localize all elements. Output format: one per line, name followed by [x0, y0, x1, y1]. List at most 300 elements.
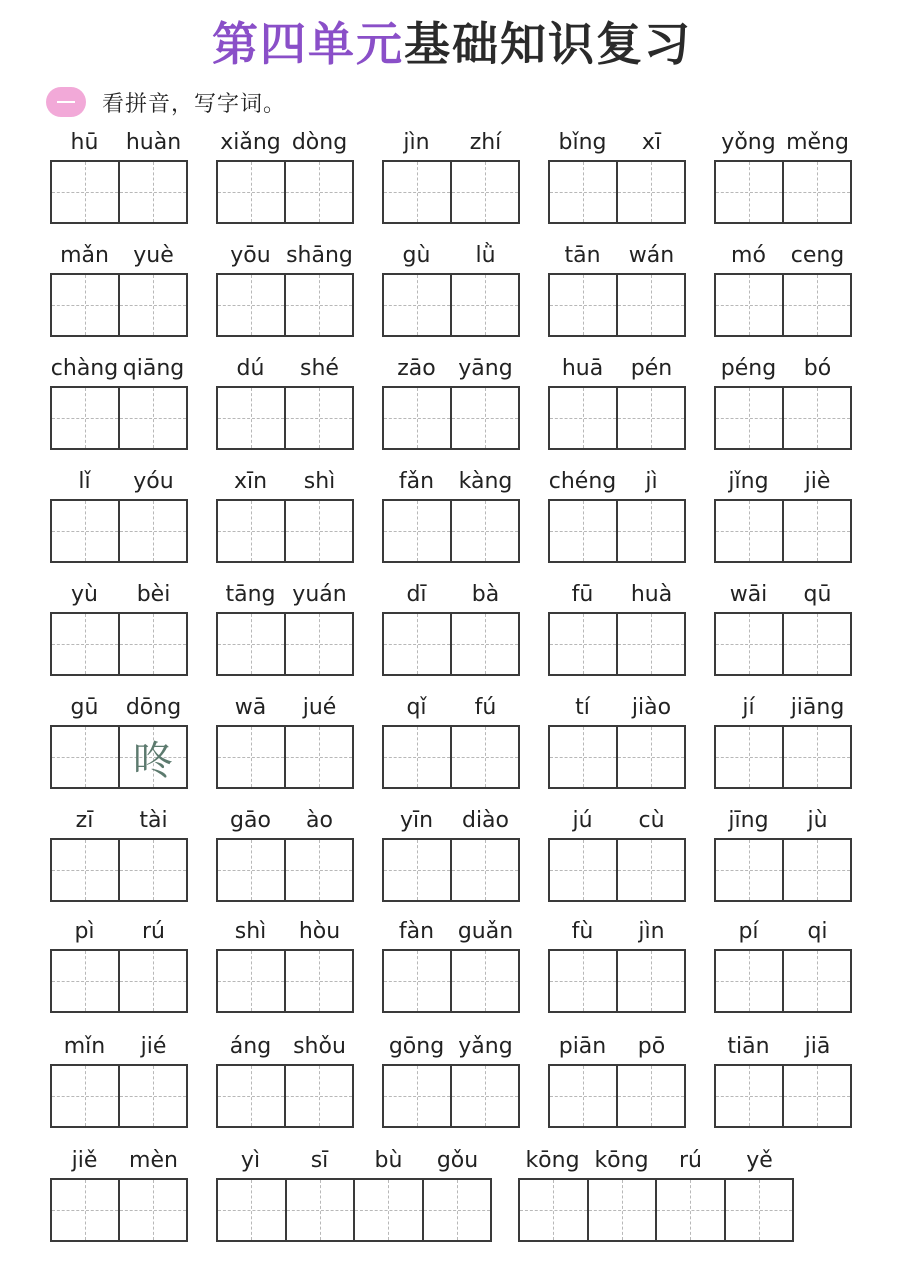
pinyin-line — [548, 241, 686, 271]
pinyin-syllable: tí — [575, 695, 590, 720]
tian-zi-ge-cell[interactable] — [286, 1066, 352, 1126]
tian-zi-ge-cell[interactable] — [618, 388, 684, 448]
word-item — [382, 580, 520, 676]
pinyin-syllable: kàng — [458, 469, 513, 494]
tian-zi-ge-cell[interactable] — [286, 840, 352, 900]
tian-zi-ge-cell[interactable] — [784, 727, 850, 787]
writing-boxes — [714, 949, 852, 1013]
tian-zi-ge-cell[interactable] — [716, 614, 784, 674]
word-item — [216, 917, 354, 1013]
writing-boxes — [714, 160, 852, 224]
pinyin-line — [50, 467, 188, 497]
idiom-item — [216, 1146, 492, 1242]
tian-zi-ge-cell[interactable] — [286, 162, 352, 222]
tian-zi-ge-cell[interactable] — [784, 275, 850, 335]
pinyin-syllable: lǜ — [475, 243, 496, 268]
word-item — [50, 580, 188, 676]
pinyin-line — [50, 354, 188, 384]
writing-boxes — [216, 386, 354, 450]
pinyin-syllable: dōng — [125, 695, 182, 720]
title-unit: 第四单元 — [212, 17, 404, 71]
pinyin-syllable: piān — [558, 1034, 607, 1059]
writing-boxes — [50, 499, 188, 563]
pinyin-syllable: yāng — [458, 356, 513, 381]
pinyin-line — [714, 354, 852, 384]
page-title — [0, 14, 904, 74]
writing-boxes — [216, 273, 354, 337]
tian-zi-ge-cell[interactable] — [286, 501, 352, 561]
tian-zi-ge-cell[interactable] — [218, 1180, 287, 1240]
tian-zi-ge-cell[interactable] — [384, 951, 452, 1011]
pinyin-syllable: zī — [75, 808, 94, 833]
pinyin-syllable: yì — [240, 1148, 261, 1173]
tian-zi-ge-cell[interactable] — [218, 951, 286, 1011]
tian-zi-ge-cell[interactable] — [120, 614, 186, 674]
pinyin-line — [216, 128, 354, 158]
word-item — [714, 128, 852, 224]
tian-zi-ge-cell[interactable] — [520, 1180, 589, 1240]
tian-zi-ge-cell[interactable] — [550, 840, 618, 900]
pinyin-syllable: jiāng — [790, 695, 845, 720]
writing-boxes — [50, 1178, 188, 1242]
writing-boxes — [216, 1178, 492, 1242]
writing-boxes — [548, 160, 686, 224]
tian-zi-ge-cell[interactable] — [120, 388, 186, 448]
pinyin-syllable: ceng — [790, 243, 845, 268]
writing-boxes — [714, 273, 852, 337]
tian-zi-ge-cell[interactable] — [286, 951, 352, 1011]
pinyin-syllable: rú — [679, 1148, 702, 1173]
tian-zi-ge-cell[interactable] — [784, 951, 850, 1011]
tian-zi-ge-cell[interactable] — [424, 1180, 491, 1240]
word-item — [548, 580, 686, 676]
pinyin-syllable: tān — [564, 243, 601, 268]
pinyin-syllable: qiāng — [122, 356, 185, 381]
pinyin-line — [382, 354, 520, 384]
tian-zi-ge-cell[interactable] — [716, 1066, 784, 1126]
writing-boxes — [50, 949, 188, 1013]
pinyin-syllable: jì — [645, 469, 658, 494]
pinyin-line — [548, 917, 686, 947]
pinyin-syllable: sī — [310, 1148, 329, 1173]
pinyin-syllable: fǎn — [398, 469, 435, 494]
pinyin-syllable: jiè — [804, 469, 831, 494]
tian-zi-ge-cell[interactable] — [550, 1066, 618, 1126]
word-item — [50, 241, 188, 337]
writing-boxes — [50, 838, 188, 902]
word-item — [548, 241, 686, 337]
pinyin-line — [382, 693, 520, 723]
tian-zi-ge-cell[interactable] — [52, 1066, 120, 1126]
word-item — [382, 241, 520, 337]
word-item — [216, 467, 354, 563]
pinyin-syllable: jìn — [403, 130, 430, 155]
pinyin-syllable: dī — [406, 582, 427, 607]
tian-zi-ge-cell[interactable] — [384, 162, 452, 222]
tian-zi-ge-cell[interactable] — [716, 275, 784, 335]
tian-zi-ge-cell[interactable] — [784, 840, 850, 900]
word-item — [216, 354, 354, 450]
word-item — [382, 917, 520, 1013]
pinyin-syllable: gāo — [230, 808, 271, 833]
pinyin-syllable: xī — [641, 130, 662, 155]
tian-zi-ge-cell[interactable] — [452, 614, 518, 674]
pinyin-syllable: yǒng — [721, 130, 776, 155]
word-item — [714, 1032, 852, 1128]
pinyin-syllable: wán — [628, 243, 675, 268]
writing-boxes — [518, 1178, 794, 1242]
writing-boxes — [216, 499, 354, 563]
tian-zi-ge-cell[interactable] — [218, 275, 286, 335]
tian-zi-ge-cell[interactable] — [384, 840, 452, 900]
handwritten-character: 咚 — [133, 737, 173, 784]
word-item — [216, 806, 354, 902]
tian-zi-ge-cell[interactable] — [550, 388, 618, 448]
pinyin-syllable: jú — [572, 808, 593, 833]
tian-zi-ge-cell[interactable] — [618, 501, 684, 561]
pinyin-syllable: jié — [140, 1034, 167, 1059]
tian-zi-ge-cell[interactable] — [120, 162, 186, 222]
tian-zi-ge-cell[interactable] — [120, 951, 186, 1011]
writing-boxes — [382, 273, 520, 337]
pinyin-syllable: gōng — [388, 1034, 445, 1059]
pinyin-syllable: jù — [807, 808, 828, 833]
tian-zi-ge-cell[interactable] — [355, 1180, 424, 1240]
pinyin-line — [714, 1032, 852, 1062]
tian-zi-ge-cell[interactable] — [618, 1066, 684, 1126]
tian-zi-ge-cell[interactable] — [716, 840, 784, 900]
pinyin-syllable: qi — [807, 919, 828, 944]
tian-zi-ge-cell[interactable] — [716, 951, 784, 1011]
tian-zi-ge-cell[interactable] — [452, 840, 518, 900]
pinyin-syllable: yě — [746, 1148, 773, 1173]
writing-boxes — [382, 838, 520, 902]
writing-boxes — [548, 499, 686, 563]
pinyin-line — [50, 693, 188, 723]
writing-boxes — [548, 949, 686, 1013]
pinyin-line — [50, 580, 188, 610]
pinyin-line — [382, 806, 520, 836]
pinyin-line — [714, 693, 852, 723]
tian-zi-ge-cell[interactable] — [384, 1066, 452, 1126]
pinyin-syllable: yǎng — [458, 1034, 513, 1059]
writing-boxes — [50, 1064, 188, 1128]
pinyin-syllable: dòng — [291, 130, 348, 155]
pinyin-syllable: huàn — [125, 130, 182, 155]
tian-zi-ge-cell[interactable] — [218, 162, 286, 222]
word-item — [50, 1146, 188, 1242]
pinyin-syllable: yōu — [230, 243, 271, 268]
pinyin-line — [548, 806, 686, 836]
tian-zi-ge-cell[interactable] — [618, 275, 684, 335]
pinyin-syllable: qū — [803, 582, 832, 607]
pinyin-syllable: fù — [571, 919, 594, 944]
tian-zi-ge-cell[interactable] — [286, 727, 352, 787]
tian-zi-ge-cell[interactable] — [384, 501, 452, 561]
writing-boxes — [50, 725, 188, 789]
pinyin-line — [548, 467, 686, 497]
tian-zi-ge-cell[interactable] — [716, 501, 784, 561]
pinyin-syllable: xīn — [233, 469, 268, 494]
tian-zi-ge-cell[interactable] — [618, 951, 684, 1011]
word-item — [714, 241, 852, 337]
tian-zi-ge-cell[interactable] — [52, 1180, 120, 1240]
tian-zi-ge-cell[interactable] — [384, 388, 452, 448]
word-item — [216, 1032, 354, 1128]
tian-zi-ge-cell[interactable] — [784, 501, 850, 561]
pinyin-syllable: gǒu — [436, 1148, 479, 1173]
pinyin-line — [216, 1032, 354, 1062]
pinyin-syllable: áng — [229, 1034, 272, 1059]
pinyin-syllable: diào — [461, 808, 510, 833]
pinyin-line — [50, 917, 188, 947]
tian-zi-ge-cell[interactable] — [452, 501, 518, 561]
pinyin-syllable: shé — [300, 356, 339, 381]
pinyin-syllable: shì — [303, 469, 336, 494]
pinyin-line — [216, 693, 354, 723]
pinyin-line — [714, 128, 852, 158]
pinyin-line — [50, 1032, 188, 1062]
word-item — [714, 917, 852, 1013]
tian-zi-ge-cell[interactable] — [784, 162, 850, 222]
pinyin-syllable: fàn — [398, 919, 435, 944]
word-item — [714, 580, 852, 676]
word-item — [50, 806, 188, 902]
pinyin-syllable: fú — [474, 695, 497, 720]
tian-zi-ge-cell[interactable] — [52, 840, 120, 900]
pinyin-syllable: yīn — [399, 808, 434, 833]
word-item — [714, 354, 852, 450]
pinyin-syllable: huà — [630, 582, 673, 607]
tian-zi-ge-cell[interactable] — [452, 388, 518, 448]
tian-zi-ge-cell[interactable] — [218, 1066, 286, 1126]
tian-zi-ge-cell[interactable] — [52, 275, 120, 335]
idiom-item — [518, 1146, 794, 1242]
tian-zi-ge-cell[interactable] — [120, 501, 186, 561]
word-item — [548, 467, 686, 563]
pinyin-line — [50, 128, 188, 158]
pinyin-line — [50, 241, 188, 271]
pinyin-line — [50, 1146, 188, 1176]
pinyin-syllable: jīng — [728, 808, 769, 833]
tian-zi-ge-cell[interactable] — [618, 614, 684, 674]
tian-zi-ge-cell[interactable] — [550, 275, 618, 335]
pinyin-syllable: pì — [74, 919, 95, 944]
pinyin-syllable: lǐ — [78, 469, 91, 494]
pinyin-syllable: chàng — [50, 356, 119, 381]
pinyin-syllable: jiā — [804, 1034, 831, 1059]
pinyin-syllable: bó — [803, 356, 832, 381]
tian-zi-ge-cell[interactable] — [550, 951, 618, 1011]
writing-boxes — [714, 612, 852, 676]
tian-zi-ge-cell[interactable] — [384, 727, 452, 787]
word-item — [50, 354, 188, 450]
tian-zi-ge-cell[interactable] — [287, 1180, 356, 1240]
pinyin-syllable: pí — [738, 919, 759, 944]
tian-zi-ge-cell[interactable] — [452, 727, 518, 787]
pinyin-line — [216, 917, 354, 947]
pinyin-syllable: yóu — [133, 469, 174, 494]
writing-boxes — [382, 160, 520, 224]
tian-zi-ge-cell[interactable] — [618, 727, 684, 787]
pinyin-line — [382, 467, 520, 497]
writing-boxes — [382, 612, 520, 676]
writing-boxes — [216, 612, 354, 676]
tian-zi-ge-cell[interactable] — [286, 275, 352, 335]
pinyin-syllable: kōng — [525, 1148, 580, 1173]
word-item — [216, 241, 354, 337]
tian-zi-ge-cell[interactable] — [618, 840, 684, 900]
pinyin-line — [382, 580, 520, 610]
tian-zi-ge-cell[interactable] — [52, 162, 120, 222]
tian-zi-ge-cell[interactable] — [384, 275, 452, 335]
word-item — [216, 580, 354, 676]
pinyin-syllable: zāo — [397, 356, 436, 381]
tian-zi-ge-cell[interactable] — [618, 162, 684, 222]
word-item — [382, 1032, 520, 1128]
tian-zi-ge-cell[interactable] — [784, 1066, 850, 1126]
pinyin-syllable: shāng — [286, 243, 353, 268]
section-header — [46, 84, 286, 120]
writing-boxes — [548, 1064, 686, 1128]
pinyin-syllable: jí — [742, 695, 755, 720]
pinyin-line — [216, 467, 354, 497]
tian-zi-ge-cell[interactable] — [384, 614, 452, 674]
pinyin-syllable: jiě — [71, 1148, 98, 1173]
tian-zi-ge-cell[interactable] — [52, 614, 120, 674]
writing-boxes — [548, 725, 686, 789]
pinyin-syllable: tāng — [225, 582, 276, 607]
tian-zi-ge-cell[interactable] — [452, 951, 518, 1011]
pinyin-syllable: fū — [571, 582, 594, 607]
writing-boxes — [548, 838, 686, 902]
tian-zi-ge-cell[interactable] — [452, 275, 518, 335]
pinyin-syllable: yuè — [133, 243, 174, 268]
tian-zi-ge-cell[interactable] — [657, 1180, 726, 1240]
pinyin-line — [714, 467, 852, 497]
tian-zi-ge-cell[interactable] — [218, 614, 286, 674]
pinyin-syllable: tiān — [727, 1034, 770, 1059]
pinyin-syllable: mó — [731, 243, 766, 268]
tian-zi-ge-cell[interactable] — [52, 501, 120, 561]
pinyin-syllable: gù — [402, 243, 431, 268]
tian-zi-ge-cell[interactable] — [550, 162, 618, 222]
tian-zi-ge-cell[interactable] — [52, 388, 120, 448]
pinyin-syllable: hòu — [298, 919, 341, 944]
pinyin-line — [548, 1032, 686, 1062]
pinyin-line — [216, 241, 354, 271]
pinyin-syllable: jiào — [631, 695, 672, 720]
pinyin-syllable: jué — [302, 695, 337, 720]
writing-boxes — [548, 273, 686, 337]
tian-zi-ge-cell[interactable] — [120, 275, 186, 335]
writing-boxes — [50, 273, 188, 337]
pinyin-syllable: gū — [70, 695, 99, 720]
pinyin-line — [216, 354, 354, 384]
tian-zi-ge-cell[interactable] — [716, 388, 784, 448]
word-item — [548, 693, 686, 789]
word-item — [216, 128, 354, 224]
pinyin-syllable: zhí — [469, 130, 502, 155]
pinyin-line — [216, 580, 354, 610]
tian-zi-ge-cell[interactable] — [726, 1180, 793, 1240]
writing-boxes — [714, 499, 852, 563]
tian-zi-ge-cell[interactable] — [550, 614, 618, 674]
pinyin-syllable: péng — [720, 356, 777, 381]
tian-zi-ge-cell[interactable] — [784, 614, 850, 674]
word-item — [50, 917, 188, 1013]
writing-boxes — [714, 1064, 852, 1128]
pinyin-line — [548, 128, 686, 158]
tian-zi-ge-cell[interactable] — [550, 727, 618, 787]
tian-zi-ge-cell[interactable] — [589, 1180, 658, 1240]
tian-zi-ge-cell[interactable] — [52, 951, 120, 1011]
tian-zi-ge-cell[interactable] — [120, 1180, 186, 1240]
word-item — [714, 467, 852, 563]
word-item — [50, 467, 188, 563]
tian-zi-ge-cell[interactable] — [784, 388, 850, 448]
tian-zi-ge-cell[interactable] — [716, 162, 784, 222]
tian-zi-ge-cell[interactable] — [716, 727, 784, 787]
pinyin-syllable: wā — [234, 695, 267, 720]
tian-zi-ge-cell[interactable] — [120, 727, 186, 787]
tian-zi-ge-cell[interactable] — [452, 1066, 518, 1126]
word-item — [382, 354, 520, 450]
writing-boxes — [548, 612, 686, 676]
word-item — [382, 467, 520, 563]
pinyin-line — [50, 806, 188, 836]
writing-boxes — [382, 1064, 520, 1128]
tian-zi-ge-cell[interactable] — [286, 388, 352, 448]
pinyin-line — [382, 917, 520, 947]
pinyin-syllable: bù — [374, 1148, 403, 1173]
pinyin-line — [382, 128, 520, 158]
word-item — [548, 1032, 686, 1128]
tian-zi-ge-cell[interactable] — [218, 840, 286, 900]
dash-badge-icon — [46, 87, 86, 117]
pinyin-line — [548, 693, 686, 723]
pinyin-syllable: yù — [71, 582, 98, 607]
pinyin-syllable: guǎn — [457, 919, 514, 944]
tian-zi-ge-cell[interactable] — [452, 162, 518, 222]
pinyin-syllable: chéng — [548, 469, 617, 494]
tian-zi-ge-cell[interactable] — [218, 727, 286, 787]
tian-zi-ge-cell[interactable] — [120, 1066, 186, 1126]
tian-zi-ge-cell[interactable] — [120, 840, 186, 900]
writing-boxes — [216, 1064, 354, 1128]
tian-zi-ge-cell[interactable] — [286, 614, 352, 674]
pinyin-syllable: bèi — [136, 582, 171, 607]
word-item — [714, 693, 852, 789]
pinyin-syllable: tài — [139, 808, 168, 833]
tian-zi-ge-cell[interactable] — [218, 388, 286, 448]
pinyin-line — [714, 580, 852, 610]
title-topic: 基础知识复习 — [404, 17, 692, 71]
writing-boxes — [216, 838, 354, 902]
writing-boxes — [714, 838, 852, 902]
pinyin-syllable: rú — [142, 919, 165, 944]
pinyin-line — [548, 580, 686, 610]
word-item — [216, 693, 354, 789]
writing-boxes — [50, 386, 188, 450]
tian-zi-ge-cell[interactable] — [52, 727, 120, 787]
pinyin-line — [714, 917, 852, 947]
pinyin-syllable: wāi — [729, 582, 768, 607]
pinyin-syllable: dú — [236, 356, 265, 381]
pinyin-syllable: kōng — [594, 1148, 649, 1173]
tian-zi-ge-cell[interactable] — [218, 501, 286, 561]
tian-zi-ge-cell[interactable] — [550, 501, 618, 561]
